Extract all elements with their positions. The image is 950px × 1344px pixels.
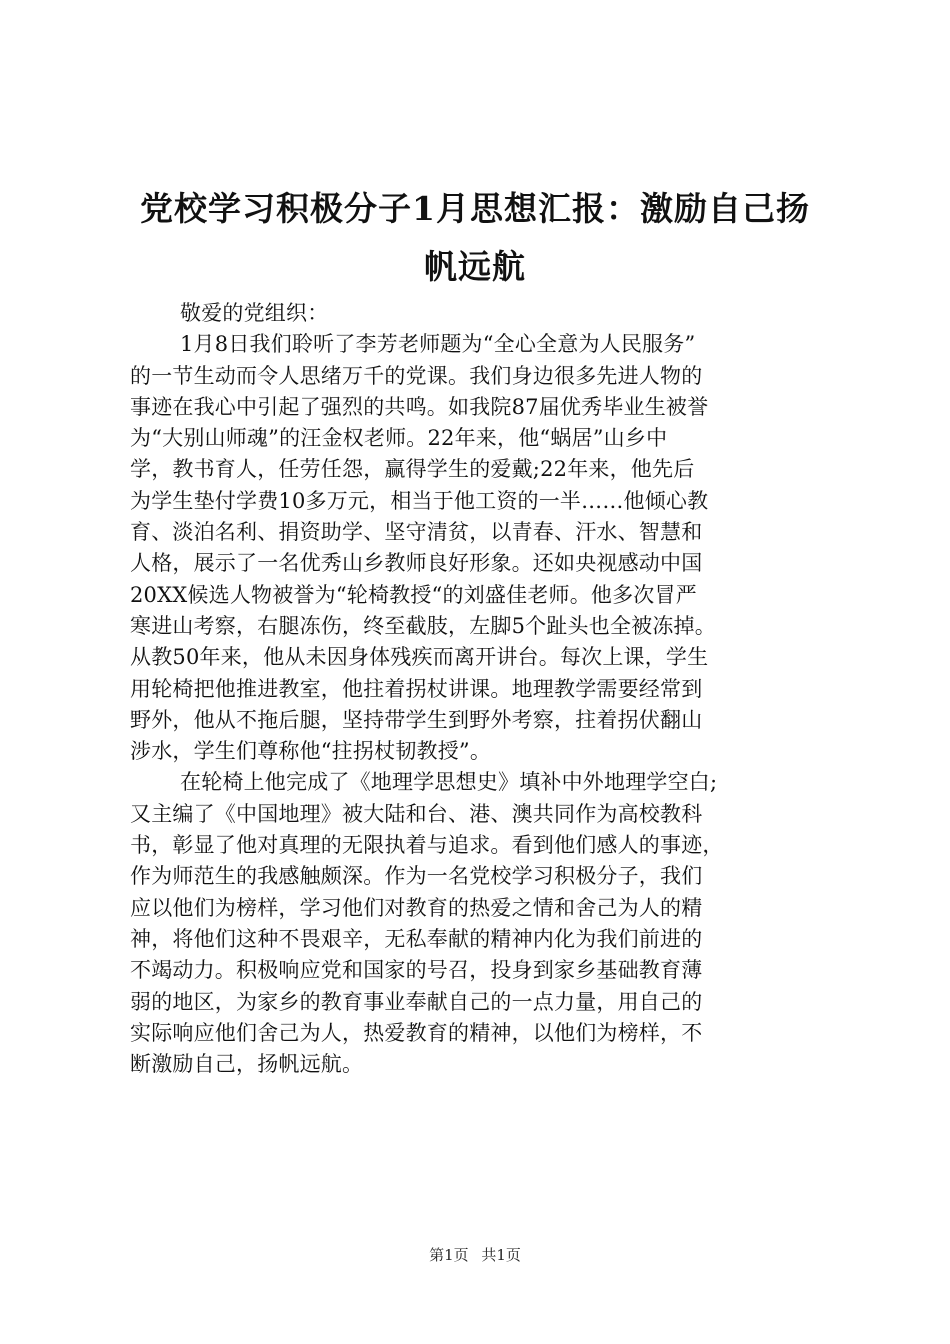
document-title	[110, 180, 840, 296]
document-body	[130, 298, 850, 1080]
body-line: 神，将他们这种不畏艰辛，无私奉献的精神内化为我们前进的	[130, 926, 703, 951]
body-line: 实际响应他们舍己为人，热爱教育的精神，以他们为榜样，不	[130, 1020, 703, 1045]
title-line-1: 党校学习积极分子1月思想汇报：激励自己扬	[140, 189, 810, 228]
title-line-2: 帆远航	[424, 247, 526, 286]
body-line: 断激励自己，扬帆远航。	[130, 1052, 364, 1077]
body-line: 从教50年来，他从未因身体残疾而离开讲台。每次上课，学生	[130, 645, 709, 670]
body-line: 用轮椅把他推进教室，他拄着拐杖讲课。地理教学需要经常到	[130, 676, 703, 701]
page-total: 共1页	[481, 1246, 521, 1264]
page-number: 第1页	[429, 1246, 469, 1264]
body-line: 的一节生动而令人思绪万千的党课。我们身边很多先进人物的	[130, 363, 703, 388]
body-line: 学，教书育人，任劳任怨，赢得学生的爱戴;22年来，他先后	[130, 457, 695, 482]
body-line: 弱的地区，为家乡的教育事业奉献自己的一点力量，用自己的	[130, 989, 703, 1014]
salutation: 敬爱的党组织：	[180, 301, 329, 325]
body-line: 在轮椅上他完成了《地理学思想史》填补中外地理学空白;	[180, 770, 718, 795]
body-line: 育、淡泊名利、捐资助学、坚守清贫，以青春、汗水、智慧和	[130, 520, 703, 545]
body-line: 书，彰显了他对真理的无限执着与追求。看到他们感人的事迹，	[130, 833, 724, 858]
body-line: 不竭动力。积极响应党和国家的号召，投身到家乡基础教育薄	[130, 958, 703, 983]
body-paragraphs	[130, 329, 850, 1080]
body-line: 作为师范生的我感触颇深。作为一名党校学习积极分子，我们	[130, 864, 703, 889]
body-line: 20XX候选人物被誉为“轮椅教授“的刘盛佳老师。他多次冒严	[130, 582, 697, 607]
page-footer	[0, 1244, 950, 1265]
body-line: 事迹在我心中引起了强烈的共鸣。如我院87届优秀毕业生被誉	[130, 394, 709, 419]
body-line: 涉水，学生们尊称他“拄拐杖韧教授”。	[130, 739, 492, 764]
body-line: 又主编了《中国地理》被大陆和台、港、澳共同作为高校教科	[130, 801, 703, 826]
body-line: 野外，他从不拖后腿，坚持带学生到野外考察，拄着拐伏翻山	[130, 707, 703, 732]
body-line: 为“大别山师魂”的汪金权老师。22年来，他“蜗居”山乡中	[130, 426, 668, 451]
body-line: 人格，展示了一名优秀山乡教师良好形象。还如央视感动中国	[130, 551, 703, 576]
body-line: 寒进山考察，右腿冻伤，终至截肢，左脚5个趾头也全被冻掉。	[130, 613, 716, 638]
body-line: 应以他们为榜样，学习他们对教育的热爱之情和舍己为人的精	[130, 895, 703, 920]
body-line: 为学生垫付学费10多万元，相当于他工资的一半……他倾心教	[130, 488, 709, 513]
body-line: 1月8日我们聆听了李芳老师题为“全心全意为人民服务”	[180, 332, 696, 357]
